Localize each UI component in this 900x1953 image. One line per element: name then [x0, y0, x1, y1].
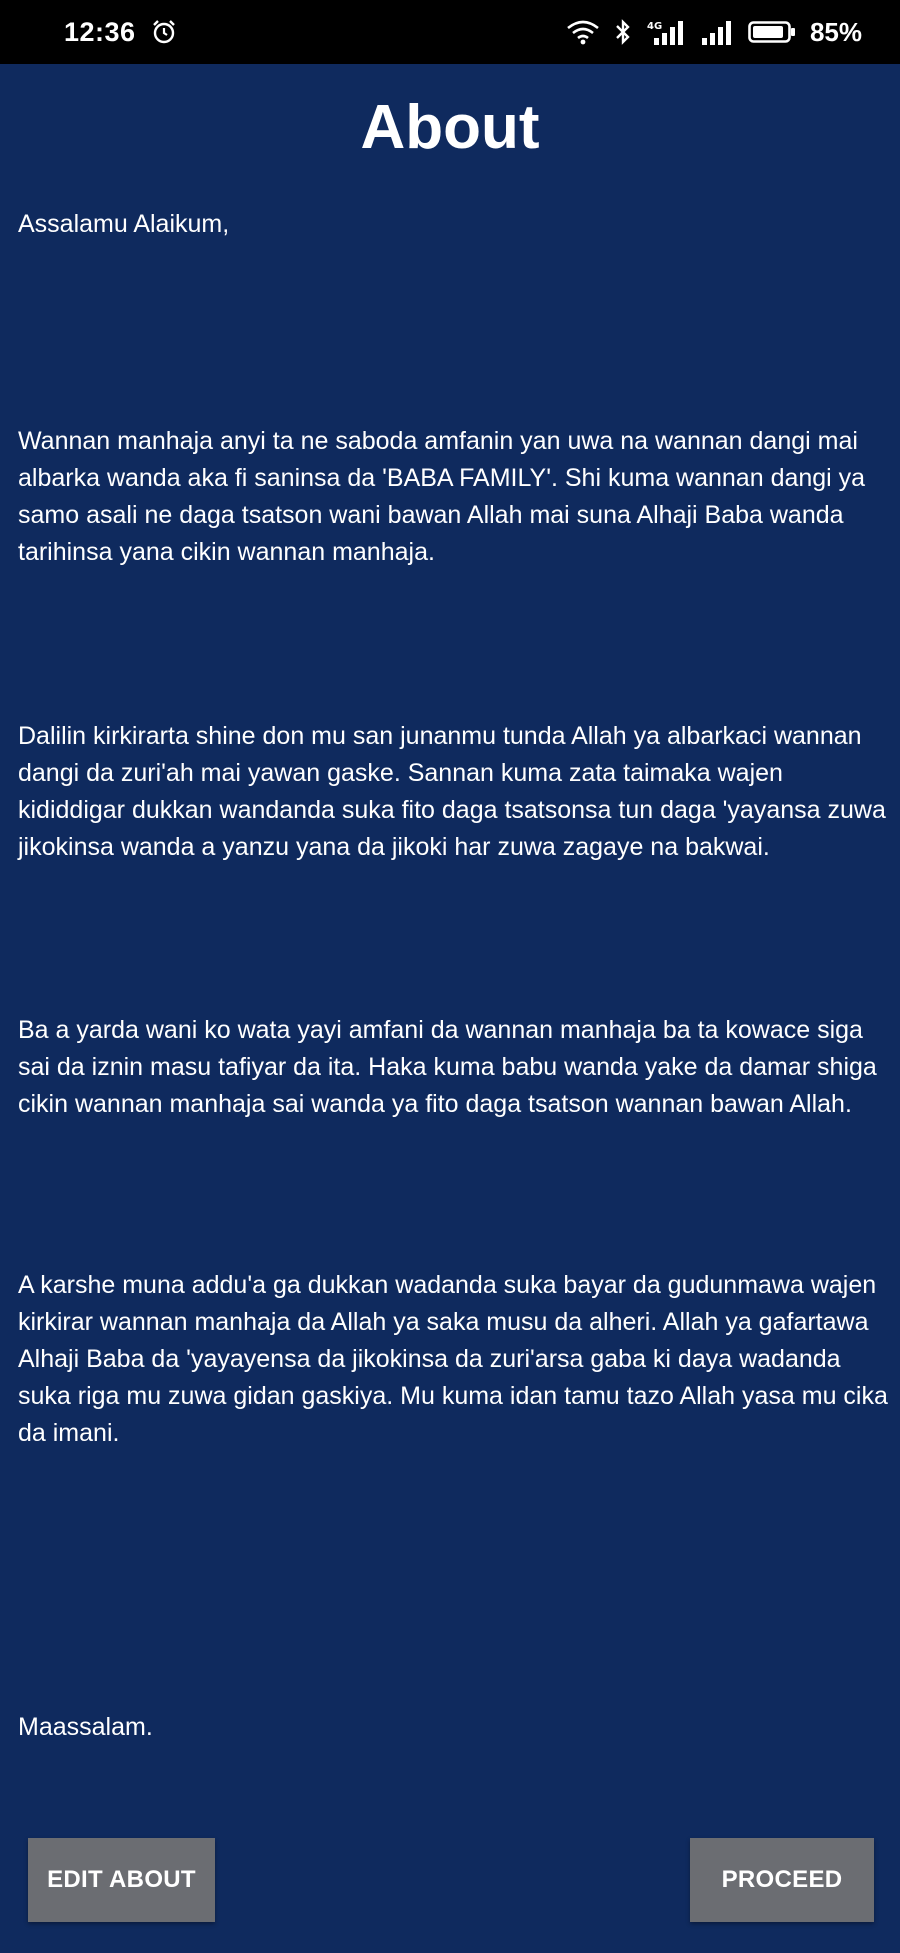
signal-icon — [700, 18, 734, 46]
proceed-button[interactable]: PROCEED — [690, 1838, 874, 1922]
battery-percent: 85% — [809, 16, 862, 47]
greeting-text: Assalamu Alaikum, — [18, 210, 230, 238]
status-left — [64, 17, 178, 48]
about-paragraph-4: A karshe muna addu'a ga dukkan wadanda suka bayar da gudunmawa wajen kirkirar wannan manhaja da Allah ya saka musu da alheri. Allah ya gafartawa Alhaji Baba da 'yayayensa da jikokinsa da zuri'arsa gaba ki daya wadanda suka riga mu zuwa gidan gaskiya. Mu kuma idan tamu tazo Allah yasa mu cika da imani. — [18, 1271, 888, 1447]
about-paragraph-2: Dalilin kirkirarta shine don mu san junanmu tunda Allah ya albarkaci wannan dangi da zuri'ah mai yawan gaske. Sannan kuma zata taimaka wajen kididdigar dukkan wandanda suka fito daga tsatsonsa tun daga 'yayansa zuwa jikokinsa wanda a yanzu yana da jikoki har zuwa zagaye na bakwai. — [18, 722, 886, 861]
battery-icon — [748, 19, 796, 45]
alarm-icon — [150, 18, 178, 46]
status-time: 12:36 — [64, 16, 136, 47]
bluetooth-icon — [614, 18, 632, 46]
signoff-text: Maassalam. — [18, 1713, 153, 1741]
page-title: About — [360, 93, 540, 162]
signal-4g-icon — [646, 18, 686, 46]
svg-text:4G: 4G — [646, 21, 663, 32]
about-paragraph-3: Ba a yarda wani ko wata yayi amfani da wannan manhaja ba ta kowace siga sai da iznin masu tafiyar da ita. Haka kuma babu wanda yake da damar shiga cikin wannan manhaja sai wanda ya fito daga tsatson wannan bawan Allah. — [18, 1016, 877, 1118]
status-bar — [0, 0, 900, 64]
status-right — [566, 17, 862, 48]
wifi-icon — [566, 19, 600, 45]
about-paragraph-1: Wannan manhaja anyi ta ne saboda amfanin yan uwa na wannan dangi mai albarka wanda aka fi saninsa da 'BABA FAMILY'. Shi kuma wannan dangi ya samo asali ne daga tsatson wani bawan Allah mai suna Alhaji Baba wanda tarihinsa yana cikin wannan manhaja. — [18, 427, 866, 566]
edit-about-button[interactable]: EDIT ABOUT — [28, 1838, 215, 1922]
